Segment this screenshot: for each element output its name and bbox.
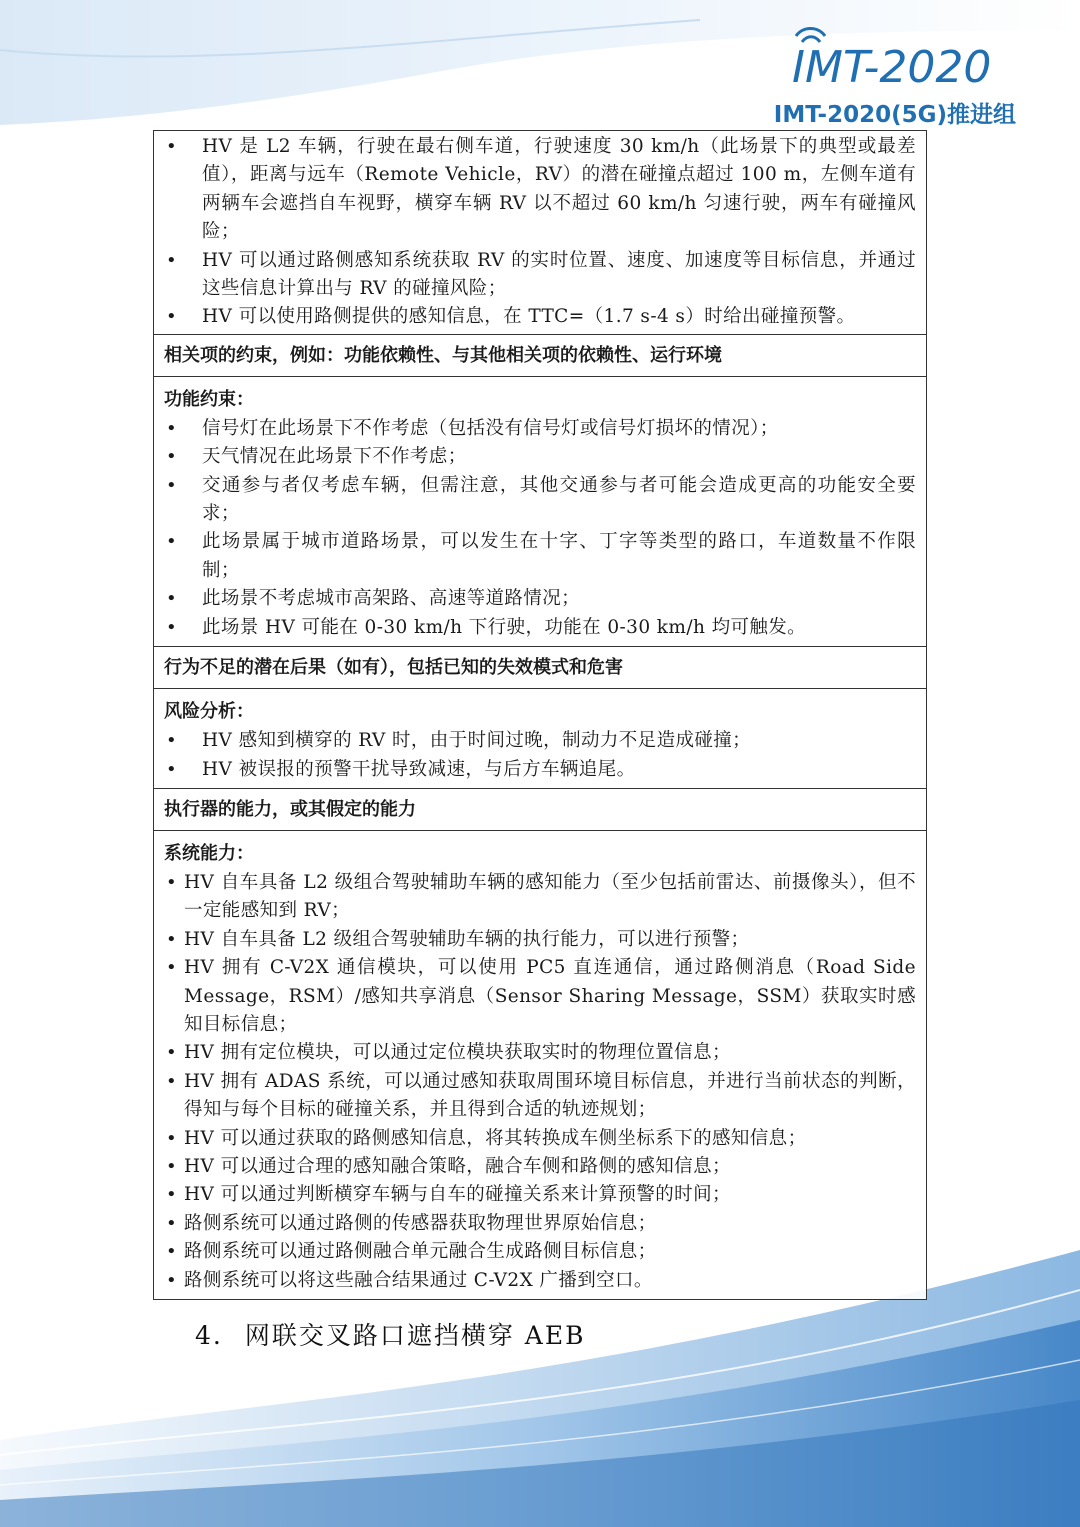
consequences-subheading: 风险分析： [164, 701, 254, 723]
constraints-row [154, 376, 926, 646]
header-subtitle: IMT-2020(5G)推进组 [773, 102, 1016, 128]
list-item: • HV 可以通过获取的路侧感知信息，将其转换成车侧坐标系下的感知信息； [164, 1125, 916, 1153]
list-item: • HV 被误报的预警干扰导致减速，与后方车辆追尾。 [164, 756, 916, 784]
constraints-subheading: 功能约束： [164, 388, 254, 410]
section-title-text: 网联交叉路口遮挡横穿 AEB [244, 1321, 586, 1350]
constraints-heading: 相关项的约束，例如：功能依赖性、与其他相关项的依赖性、运行环境 [154, 334, 926, 376]
list-item: • HV 可以使用路侧提供的感知信息，在 TTC=（1.7 s-4 s）时给出碰撞预警。 [164, 303, 916, 331]
list-item: • 路侧系统可以通过路侧的传感器获取物理世界原始信息； [164, 1210, 916, 1238]
list-item: • 此场景 HV 可能在 0-30 km/h 下行驶，功能在 0-30 km/h 均可触发。 [164, 614, 916, 642]
consequences-list [164, 727, 916, 784]
list-item: • 路侧系统可以将这些融合结果通过 C-V2X 广播到空口。 [164, 1267, 916, 1295]
list-item: • HV 可以通过判断横穿车辆与自车的碰撞关系来计算预警的时间； [164, 1181, 916, 1209]
list-item: • HV 可以通过路侧感知系统获取 RV 的实时位置、速度、加速度等目标信息，并通过这些信息计算出与 RV 的碰撞风险； [164, 247, 916, 304]
list-item: • 信号灯在此场景下不作考虑（包括没有信号灯或信号灯损坏的情况）； [164, 415, 916, 443]
imt2020-logo [778, 18, 1018, 98]
list-item: • 交通参与者仅考虑车辆，但需注意，其他交通参与者可能会造成更高的功能安全要求； [164, 472, 916, 529]
list-item: • 此场景属于城市道路场景，可以发生在十字、丁字等类型的路口，车道数量不作限制； [164, 528, 916, 585]
consequences-row [154, 688, 926, 788]
list-item: • HV 可以通过合理的感知融合策略，融合车侧和路侧的感知信息； [164, 1153, 916, 1181]
list-item: • HV 自车具备 L2 级组合驾驶辅助车辆的执行能力，可以进行预警； [164, 926, 916, 954]
constraints-list [164, 415, 916, 642]
scenario-list [164, 133, 916, 332]
list-item: • 路侧系统可以通过路侧融合单元融合生成路侧目标信息； [164, 1238, 916, 1266]
list-item: • HV 拥有定位模块，可以通过定位模块获取实时的物理位置信息； [164, 1039, 916, 1067]
list-item: • HV 感知到横穿的 RV 时，由于时间过晚，制动力不足造成碰撞； [164, 727, 916, 755]
list-item: • HV 自车具备 L2 级组合驾驶辅助车辆的感知能力（至少包括前雷达、前摄像头），但不一定能感知到 RV； [164, 869, 916, 926]
svg-text:IMT-2020: IMT-2020 [792, 42, 992, 93]
capability-row [154, 830, 926, 1299]
list-item: • 此场景不考虑城市高架路、高速等道路情况； [164, 585, 916, 613]
capability-subheading: 系统能力： [164, 842, 254, 864]
safety-analysis-table [153, 130, 927, 1300]
consequences-heading: 行为不足的潜在后果（如有），包括已知的失效模式和危害 [154, 646, 926, 688]
list-item: • HV 拥有 ADAS 系统，可以通过感知获取周围环境目标信息，并进行当前状态的判断，得知与每个目标的碰撞关系，并且得到合适的轨迹规划； [164, 1068, 916, 1125]
section-heading [195, 1316, 585, 1352]
section-number: 4. [195, 1321, 223, 1350]
capability-heading: 执行器的能力，或其假定的能力 [154, 788, 926, 830]
list-item: • HV 拥有 C-V2X 通信模块，可以使用 PC5 直连通信，通过路侧消息（Road Side Message，RSM）/感知共享消息（Sensor Sharing Message，SSM）获取实时感知目标信息； [164, 954, 916, 1039]
scenario-row [154, 131, 926, 334]
capability-list [164, 869, 916, 1295]
list-item: • 天气情况在此场景下不作考虑； [164, 443, 916, 471]
list-item: • HV 是 L2 车辆，行驶在最右侧车道，行驶速度 30 km/h（此场景下的典型或最差值），距离与远车（Remote Vehicle，RV）的潜在碰撞点超过 100 m，左侧车道有两辆车会遮挡自车视野，横穿车辆 RV 以不超过 60 km/h 匀速行驶，两车有碰撞风险； [164, 133, 916, 247]
